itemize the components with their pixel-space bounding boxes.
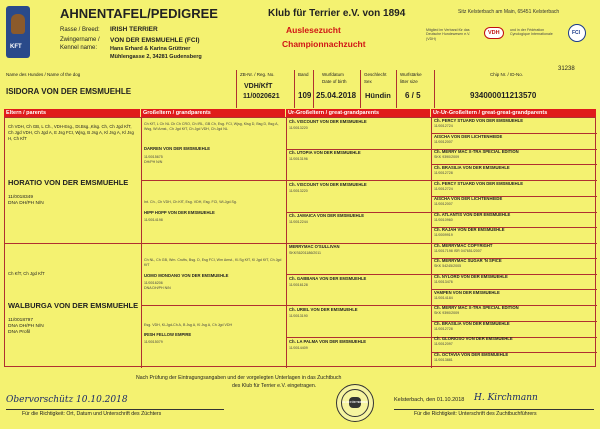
great2-reg: 11/0013881 xyxy=(434,358,453,362)
great2-reg: 11/0012724 xyxy=(434,187,453,191)
great2-name: Ch. MERRYMAC COPYRIGHT xyxy=(434,243,493,248)
club-name: Klub für Terrier e.V. von 1894 xyxy=(268,8,406,19)
birth-value: 25.04.2018 xyxy=(316,91,357,100)
col-header-great2: Ur-Ur-Großeltern / great-great-grandparents xyxy=(431,109,596,117)
great2-reg: SKK 9390/2009 xyxy=(434,311,460,315)
grandparent-reg: 11/0015079 xyxy=(144,340,163,344)
great2-name: Ch. PERCY STUARD VON DER EMSMUEHLE xyxy=(434,181,524,186)
sex-label-2: Sex xyxy=(364,79,372,84)
chip-value: 934000011213570 xyxy=(470,91,537,100)
sex-label-1: Geschlecht xyxy=(364,72,387,77)
great2-reg: 11/0009919 xyxy=(434,233,453,237)
great2-name: VAMPEN VON DER EMSMUEHLE xyxy=(434,290,500,295)
grandparent-name: HIPP HOPP VON DER EMSMUEHLE xyxy=(144,210,215,215)
parent-titles: Ch VDH, Ch GB, L Ch., VDH-Esg., Dt.Bsg.,Klsg. Ch, Ch Jgd KfT, Ch Jgd VDH, Ch Jgd A, E Jsg FCI, Wjsg, B Jsg A, Kl Jsg A, Kl Jsg H, Ch KfT xyxy=(8,124,134,142)
great-grandparent-name: Ch. VISCOUNT VON DER EMSMUEHLE xyxy=(289,182,367,187)
great-grandparent-name: Ch. LA PALMA VON DER EMSMUEHLE xyxy=(289,339,367,344)
breeder-caption: Für die Richtigkeit: Ort, Datum und Unterschrift des Züchters xyxy=(22,411,162,417)
great-grandparent-reg: 11/0013196 xyxy=(289,157,308,161)
litter-label-2: litter size xyxy=(400,79,418,84)
kennel-value: VON DER EMSMUEHLE (FCI) xyxy=(110,37,200,44)
great2-name: Ch. NYLORD VON DER EMSMUEHLE xyxy=(434,274,508,279)
grandparent-name: DARREN VON DER EMSMUEHLE xyxy=(144,146,211,151)
breeder-signature: Obervorschütz 10.10.2018 xyxy=(6,395,128,405)
great2-reg: SKK 54245/2005 xyxy=(434,264,462,268)
great-grandparent-name: MERRYMAC O'SULLIVAN xyxy=(289,244,340,249)
zb-value-1: VDH/KfT xyxy=(244,83,273,90)
member-text-1: Mitglied im Verband für das Deutsche Hundewesen e.V. (VDH) xyxy=(426,28,471,41)
grandparent-reg: 11/0016206 xyxy=(144,281,163,285)
zb-label: ZB-Nr. / Reg. No. xyxy=(240,72,275,77)
grandparent-reg: 11/0015675 xyxy=(144,155,163,159)
parent-dna: DNA DH/PH N/N xyxy=(8,201,44,206)
grandparent-titles: Int. Ch., Ch VDH, Ch KfT, Esg. VDH, Esg. FCI, Wl-Jgd.Sg. xyxy=(144,200,237,204)
grandparent-name: IRISH FELLOW EMPIRE xyxy=(144,332,192,337)
birth-label-2: Date of birth xyxy=(322,79,347,84)
verify-text-1: Nach Prüfung der Eintragungsangaben und der vorgelegten Unterlagen in das Zuchtbuch xyxy=(136,375,342,381)
col-header-great: Ur-Großeltern / great-grandparents xyxy=(286,109,430,117)
club-logo-text: KFT xyxy=(10,44,22,50)
great2-reg: 11/0012724 xyxy=(434,124,453,128)
litter-value: 6 / 5 xyxy=(405,91,421,100)
chip-label: Chip Nr. / ID-No. xyxy=(490,72,524,77)
document-number: 31238 xyxy=(558,66,575,72)
terrier-head-icon xyxy=(11,14,25,34)
auslese-badge: Auslesezucht xyxy=(286,25,341,35)
great2-name: Ch. ATLANTIS VON DER EMSMUEHLE xyxy=(434,212,511,217)
vdh-logo-text: VDH xyxy=(488,30,500,36)
breed-label: Rasse / Breed: xyxy=(60,27,100,33)
dog-name: ISIDORA VON DER EMSMUEHLE xyxy=(6,87,132,96)
fci-logo-text: FCI xyxy=(572,30,581,36)
fci-logo xyxy=(568,24,586,42)
great-grandparent-reg: SKKS6201186/2011 xyxy=(289,251,322,255)
vdh-logo xyxy=(484,27,504,39)
breed-value: IRISH TERRIER xyxy=(110,26,158,33)
great2-name: Ch. BRASILIA VON DER EMSMUEHLE xyxy=(434,321,510,326)
great-grandparent-name: Ch. GABBANA VON DER EMSMUEHLE xyxy=(289,276,367,281)
grandparent-titles: Ch NL, Ch GB, Wm. Crufts, Bsg. D, Esg FCI, Wm Amst., Kl.Sg KfT, Kl Jgd KfT, Ch Jgd KfT xyxy=(144,258,282,267)
band-label: Band xyxy=(298,72,309,77)
address-text: Mühlengasse 2, 34281 Gudensberg xyxy=(110,54,202,60)
great2-name: Ch. PERCY STUARD VON DER EMSMUEHLE xyxy=(434,118,524,123)
sex-value: Hündin xyxy=(365,91,391,100)
great2-reg: SKK 9390/2009 xyxy=(434,155,460,159)
great-grandparent-name: Ch. UTOPIA VON DER EMSMUEHLE xyxy=(289,150,361,155)
registrar-caption: Für die Richtigkeit: Unterschrift des Zuchtbuchführers xyxy=(414,411,537,417)
stamp-text: KLUB FÜR TERRIER xyxy=(342,401,368,404)
grandparent-titles: Esg. VDH, Kl-Jgd-Ch A, B Jsg A, Kl Jsg A, Ch Jgd VDH xyxy=(144,323,233,327)
zb-value-2: 11/0020621 xyxy=(243,93,280,100)
great-grandparent-name: Ch. URIEL VON DER EMSMUEHLE xyxy=(289,307,358,312)
great2-name: Ch. OCTAVIA VON DER EMSMUEHLE xyxy=(434,352,509,357)
club-stamp xyxy=(336,384,374,422)
col-header-grandparents: Großeltern / grandparents xyxy=(141,109,285,117)
great-grandparent-reg: 11/0013220 xyxy=(289,189,308,193)
great2-reg: 11/0013476 xyxy=(434,280,453,284)
champion-badge: Championnachzucht xyxy=(282,39,366,49)
dog-name-label: Name des Hundes / Name of the dog xyxy=(6,72,81,77)
owner-text: Hans Erhard & Karina Grüttner xyxy=(110,46,191,52)
great2-reg: 11/0012007 xyxy=(434,202,453,206)
great2-name: Ch. MERRY MAC X-TRA SPECIAL EDITION xyxy=(434,149,519,154)
grandparent-dna: DNA DH/PH N/N xyxy=(144,286,171,290)
great-grandparent-name: Ch. JAMAICA VON DER EMSMUEHLE xyxy=(289,213,364,218)
great-grandparent-reg: 11/0016128 xyxy=(289,283,308,287)
great2-reg: 11/0017198 ISR 047651/2007 xyxy=(434,249,482,253)
great2-name: AISCHA VON DER LICHTENHEIDE xyxy=(434,196,503,201)
great2-name: AISCHA VON DER LICHTENHEIDE xyxy=(434,134,503,139)
member-text-2: und in der Fédération Cynologique Internationale xyxy=(510,28,553,37)
kennel-label-2: Kennel name: xyxy=(60,45,98,51)
great2-name: Ch. MERRYMAC SUGAR 'N SPICE xyxy=(434,258,502,263)
parent-dna-profile: DNA Profil xyxy=(8,330,31,335)
great2-reg: 11/0012728 xyxy=(434,327,453,331)
grandparent-titles: Ch KfT, L Ch NL Ch Ch CRO, Ch IRL, GB Ch, Esg. FCI, Wjsg, Klsg D, Bsg D, Bsg A, Wsg, Wl Amst., Ch Jgd KfT, Ch Jgd VDH, Ch Jgd NL xyxy=(144,122,279,131)
place-date: Kelsterbach, den 01.10.2018 xyxy=(394,397,465,403)
litter-label-1: Wurfstärke xyxy=(400,72,422,77)
great2-reg: 11/0012097 xyxy=(434,342,453,346)
col-header-parents: Eltern / parents xyxy=(4,109,140,117)
great-grandparent-reg: 11/0012244 xyxy=(289,220,308,224)
grandparent-dna: DH/PH N/N xyxy=(144,160,163,164)
great2-name: Ch. RAJAH VON DER EMSMUEHLE xyxy=(434,227,505,232)
parent-reg: 11/0018797 xyxy=(8,318,33,323)
parent-name: HORATIO VON DER EMSMUEHLE xyxy=(8,178,129,187)
great-grandparent-reg: 11/0013190 xyxy=(289,314,308,318)
great2-name: Ch. GLORIOSO VON DER EMSMUEHLE xyxy=(434,336,513,341)
great2-name: Ch. MERRY MAC X-TRA SPECIAL EDITION xyxy=(434,305,519,310)
great-grandparent-name: Ch. VISCOUNT VON DER EMSMUEHLE xyxy=(289,119,367,124)
grandparent-reg: 11/0014198 xyxy=(144,218,163,222)
birth-label-1: Wurfdatum xyxy=(322,72,344,77)
great2-reg: 11/0012728 xyxy=(434,171,453,175)
parent-titles: Ch KfT, Ch Jgd KfT xyxy=(8,271,45,276)
grandparent-name: UOMO MONDANO VON DER EMSMUEHLE xyxy=(144,273,229,278)
seat-text: Sitz Kelsterbach am Main, 65451 Kelsterbach xyxy=(458,9,560,15)
page-title: AHNENTAFEL/PEDIGREE xyxy=(60,6,218,21)
great2-reg: 11/0012007 xyxy=(434,140,453,144)
band-value: 109 xyxy=(298,91,312,100)
registrar-signature: H. Kirchmann xyxy=(474,393,538,403)
parent-name: WALBURGA VON DER EMSMUEHLE xyxy=(8,301,139,310)
kennel-label-1: Zwingername / xyxy=(60,37,100,43)
great-grandparent-reg: 11/0014409 xyxy=(289,346,308,350)
club-logo xyxy=(6,6,30,58)
great-grandparent-reg: 11/0013220 xyxy=(289,126,308,130)
great2-reg: 11/0014184 xyxy=(434,296,453,300)
great2-name: Ch. BRASILIA VON DER EMSMUEHLE xyxy=(434,165,510,170)
parent-dna: DNA DH/PH N/N xyxy=(8,324,44,329)
verify-text-2: des Klub für Terrier e.V. eingetragen. xyxy=(232,383,317,389)
great2-reg: 11/0010960 xyxy=(434,218,453,222)
parent-reg: 11/0018349 xyxy=(8,195,33,200)
